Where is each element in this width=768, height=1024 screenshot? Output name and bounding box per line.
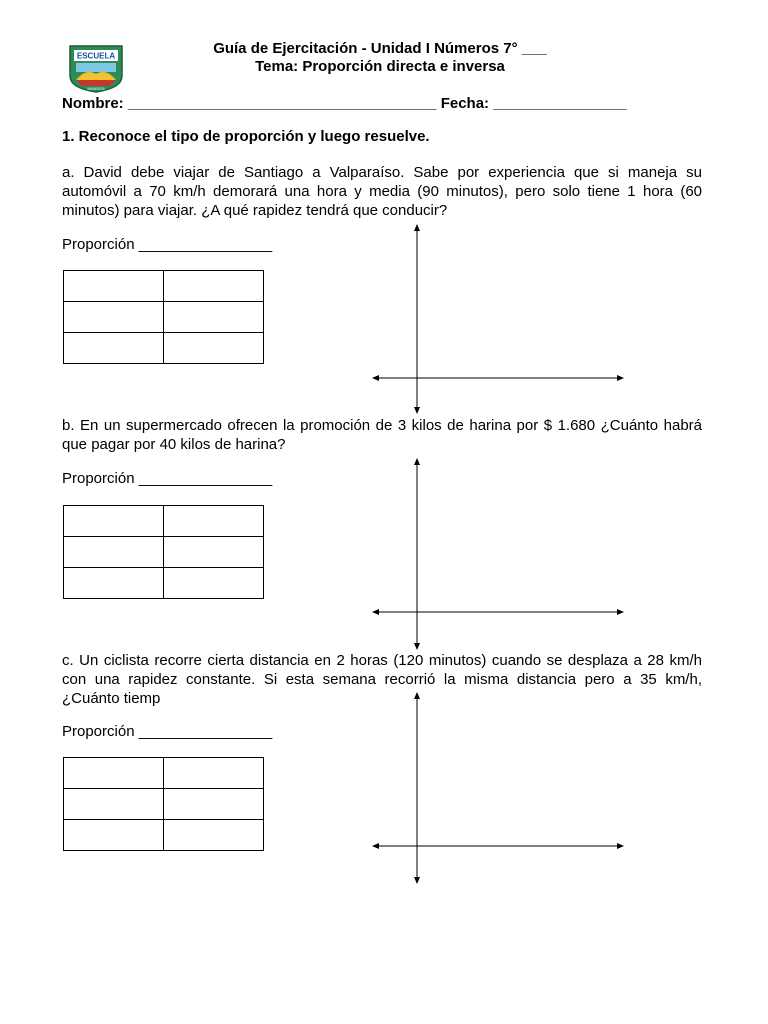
table-cell[interactable] [64,568,164,599]
name-field[interactable]: Nombre: _____________________________________ [62,95,437,112]
x-axis-arrow-left [372,843,379,849]
problem-a-text: a. David debe viajar de Santiago a Valparaíso. Sabe por experiencia que si maneja su automóvil a 70 km/h demorará una hora y media (90 minutos), pero solo tiene 1 hora (60 minutos) para viajar. ¿A qué rapidez tendrá que conducir? [62,164,702,219]
table-cell[interactable] [164,271,264,302]
table-cell[interactable] [164,758,264,789]
table-cell[interactable] [64,302,164,333]
instruction: 1. Reconoce el tipo de proporción y luego resuelve. [62,128,430,145]
table-cell[interactable] [64,789,164,820]
x-axis-arrow-left [372,609,379,615]
worksheet-header [130,40,630,76]
table-cell[interactable] [64,333,164,364]
worksheet-topic: Tema: Proporción directa e inversa [255,58,505,75]
problem-b-text: b. En un supermercado ofrecen la promoción de 3 kilos de harina por $ 1.680 ¿Cuánto habrá que pagar por 40 kilos de harina? [62,417,702,453]
y-axis-arrow-up [414,692,420,699]
problem-a-axes [372,224,624,414]
table-cell[interactable] [164,333,264,364]
school-logo [66,42,126,94]
y-axis-arrow-down [414,877,420,884]
table-cell[interactable] [64,820,164,851]
y-axis-arrow-up [414,458,420,465]
problem-a-table [63,270,264,364]
problem-b-proportion[interactable]: Proporción ________________ [62,470,273,487]
problem-a-proportion[interactable]: Proporción ________________ [62,236,273,253]
problem-b-table [63,505,264,599]
table-cell[interactable] [64,506,164,537]
problem-c-axes [372,692,624,884]
worksheet-title: Guía de Ejercitación - Unidad I Números 7° ___ [213,40,547,57]
problem-b-axes [372,458,624,650]
y-axis-arrow-up [414,224,420,231]
table-cell[interactable] [164,537,264,568]
problem-c-proportion[interactable]: Proporción ________________ [62,723,273,740]
table-cell[interactable] [164,568,264,599]
table-cell[interactable] [64,537,164,568]
x-axis-arrow-right [617,843,624,849]
table-cell[interactable] [164,820,264,851]
y-axis-arrow-down [414,407,420,414]
table-cell[interactable] [164,789,264,820]
table-cell[interactable] [64,271,164,302]
date-field[interactable]: Fecha: ________________ [440,95,627,112]
y-axis-arrow-down [414,643,420,650]
x-axis-arrow-right [617,609,624,615]
problem-c-table [63,757,264,851]
x-axis-arrow-left [372,375,379,381]
x-axis-arrow-right [617,375,624,381]
logo-subtext: MANRESA [87,87,105,91]
problem-c-text: c. Un ciclista recorre cierta distancia en 2 horas (120 minutos) cuando se desplaza a 28 km/h con una rapidez constante. Si esta semana recorrió la misma distancia pero a 35 km/h, ¿Cuánto tiemp [62,652,702,707]
table-cell[interactable] [164,506,264,537]
student-fields [62,95,627,112]
table-cell[interactable] [64,758,164,789]
table-cell[interactable] [164,302,264,333]
logo-text: ESCUELA [76,51,116,61]
